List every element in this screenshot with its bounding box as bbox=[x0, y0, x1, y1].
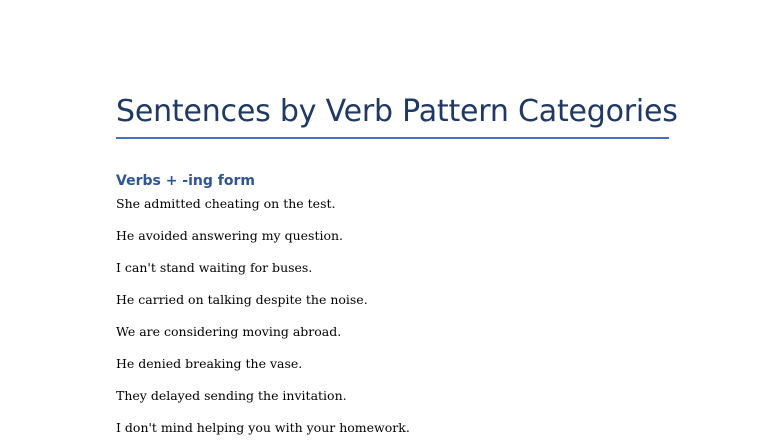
sentence-item: We are considering moving abroad. bbox=[116, 324, 342, 339]
section-heading: Verbs + -ing form bbox=[116, 173, 255, 189]
sentence-item: He avoided answering my question. bbox=[116, 228, 344, 243]
sentence-list bbox=[116, 195, 410, 441]
sentence-item: She admitted cheating on the test. bbox=[116, 196, 336, 211]
title-underline bbox=[116, 137, 669, 139]
sentence-item: I don't mind helping you with your homework. bbox=[116, 420, 410, 435]
sentence-item: He carried on talking despite the noise. bbox=[116, 292, 368, 307]
sentence-item: They delayed sending the invitation. bbox=[116, 388, 347, 403]
page-title: Sentences by Verb Pattern Categories bbox=[116, 94, 678, 129]
sentence-item: He denied breaking the vase. bbox=[116, 356, 303, 371]
sentence-item: I can't stand waiting for buses. bbox=[116, 260, 313, 275]
